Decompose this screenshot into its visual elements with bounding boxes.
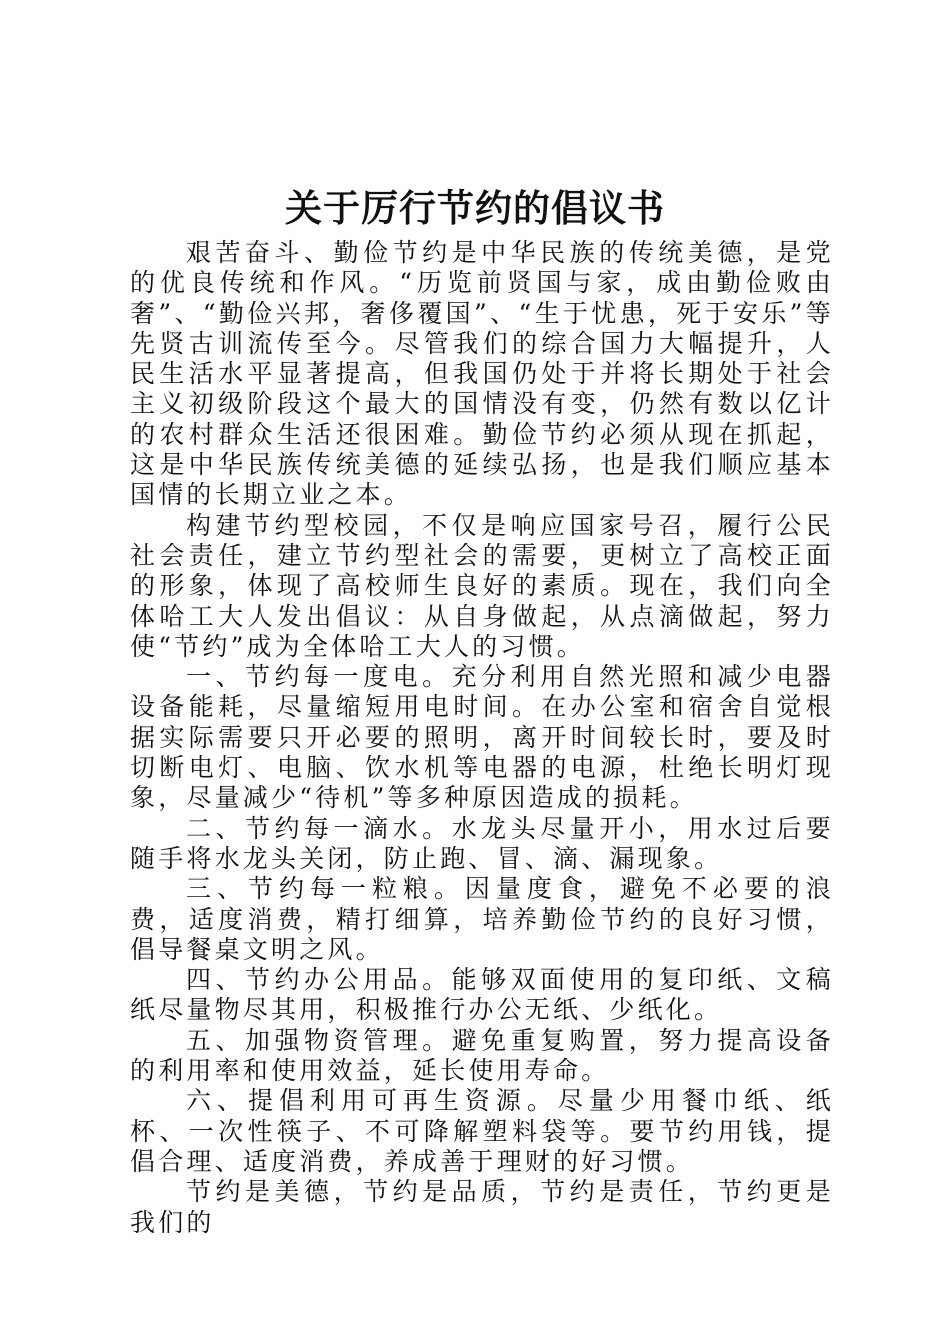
document-body xyxy=(130,238,834,1238)
paragraph-save-office-supplies: 四、节约办公用品。能够双面使用的复印纸、文稿纸尽量物尽其用，积极推行办公无纸、少纸化。 xyxy=(130,965,834,1025)
paragraph-save-electricity: 一、节约每一度电。充分利用自然光照和减少电器设备能耗，尽量缩短用电时间。在办公室和宿舍自觉根据实际需要只开必要的照明，离开时间较长时，要及时切断电灯、电脑、饮水机等电器的电源，杜绝长明灯现象，尽量减少“待机”等多种原因造成的损耗。 xyxy=(130,662,834,813)
paragraph-material-management: 五、加强物资管理。避免重复购置，努力提高设备的利用率和使用效益，延长使用寿命。 xyxy=(130,1025,834,1086)
paragraph-save-water: 二、节约每一滴水。水龙头尽量开小，用水过后要随手将水龙头关闭，防止跑、冒、滴、漏现象。 xyxy=(130,813,834,873)
paragraph-save-food: 三、节约每一粒粮。因量度食，避免不必要的浪费，适度消费，精打细算，培养勤俭节约的良好习惯，倡导餐桌文明之风。 xyxy=(130,874,834,964)
paragraph-closing: 节约是美德，节约是品质，节约是责任，节约更是我们的 xyxy=(130,1177,834,1237)
paragraph-campus: 构建节约型校园，不仅是响应国家号召，履行公民社会责任，建立节约型社会的需要，更树立了高校正面的形象，体现了高校师生良好的素质。现在，我们向全体哈工大人发出倡议：从自身做起，从点滴做起，努力使“节约”成为全体哈工大人的习惯。 xyxy=(130,510,834,661)
paragraph-intro: 艰苦奋斗、勤俭节约是中华民族的传统美德，是党的优良传统和作风。“历览前贤国与家，成由勤俭败由奢”、“勤俭兴邦，奢侈覆国”、“生于忧患，死于安乐”等先贤古训流传至今。尽管我们的综合国力大幅提升，人民生活水平显著提高，但我国仍处于并将长期处于社会主义初级阶段这个最大的国情没有变，仍然有数以亿计的农村群众生活还很困难。勤俭节约必须从现在抓起，这是中华民族传统美德的延续弘扬，也是我们顺应基本国情的长期立业之本。 xyxy=(130,238,834,510)
document-title: 关于厉行节约的倡议书 xyxy=(285,187,665,230)
paragraph-renewable-resources: 六、提倡利用可再生资源。尽量少用餐巾纸、纸杯、一次性筷子、不可降解塑料袋等。要节约用钱，提倡合理、适度消费，养成善于理财的好习惯。 xyxy=(130,1086,834,1176)
